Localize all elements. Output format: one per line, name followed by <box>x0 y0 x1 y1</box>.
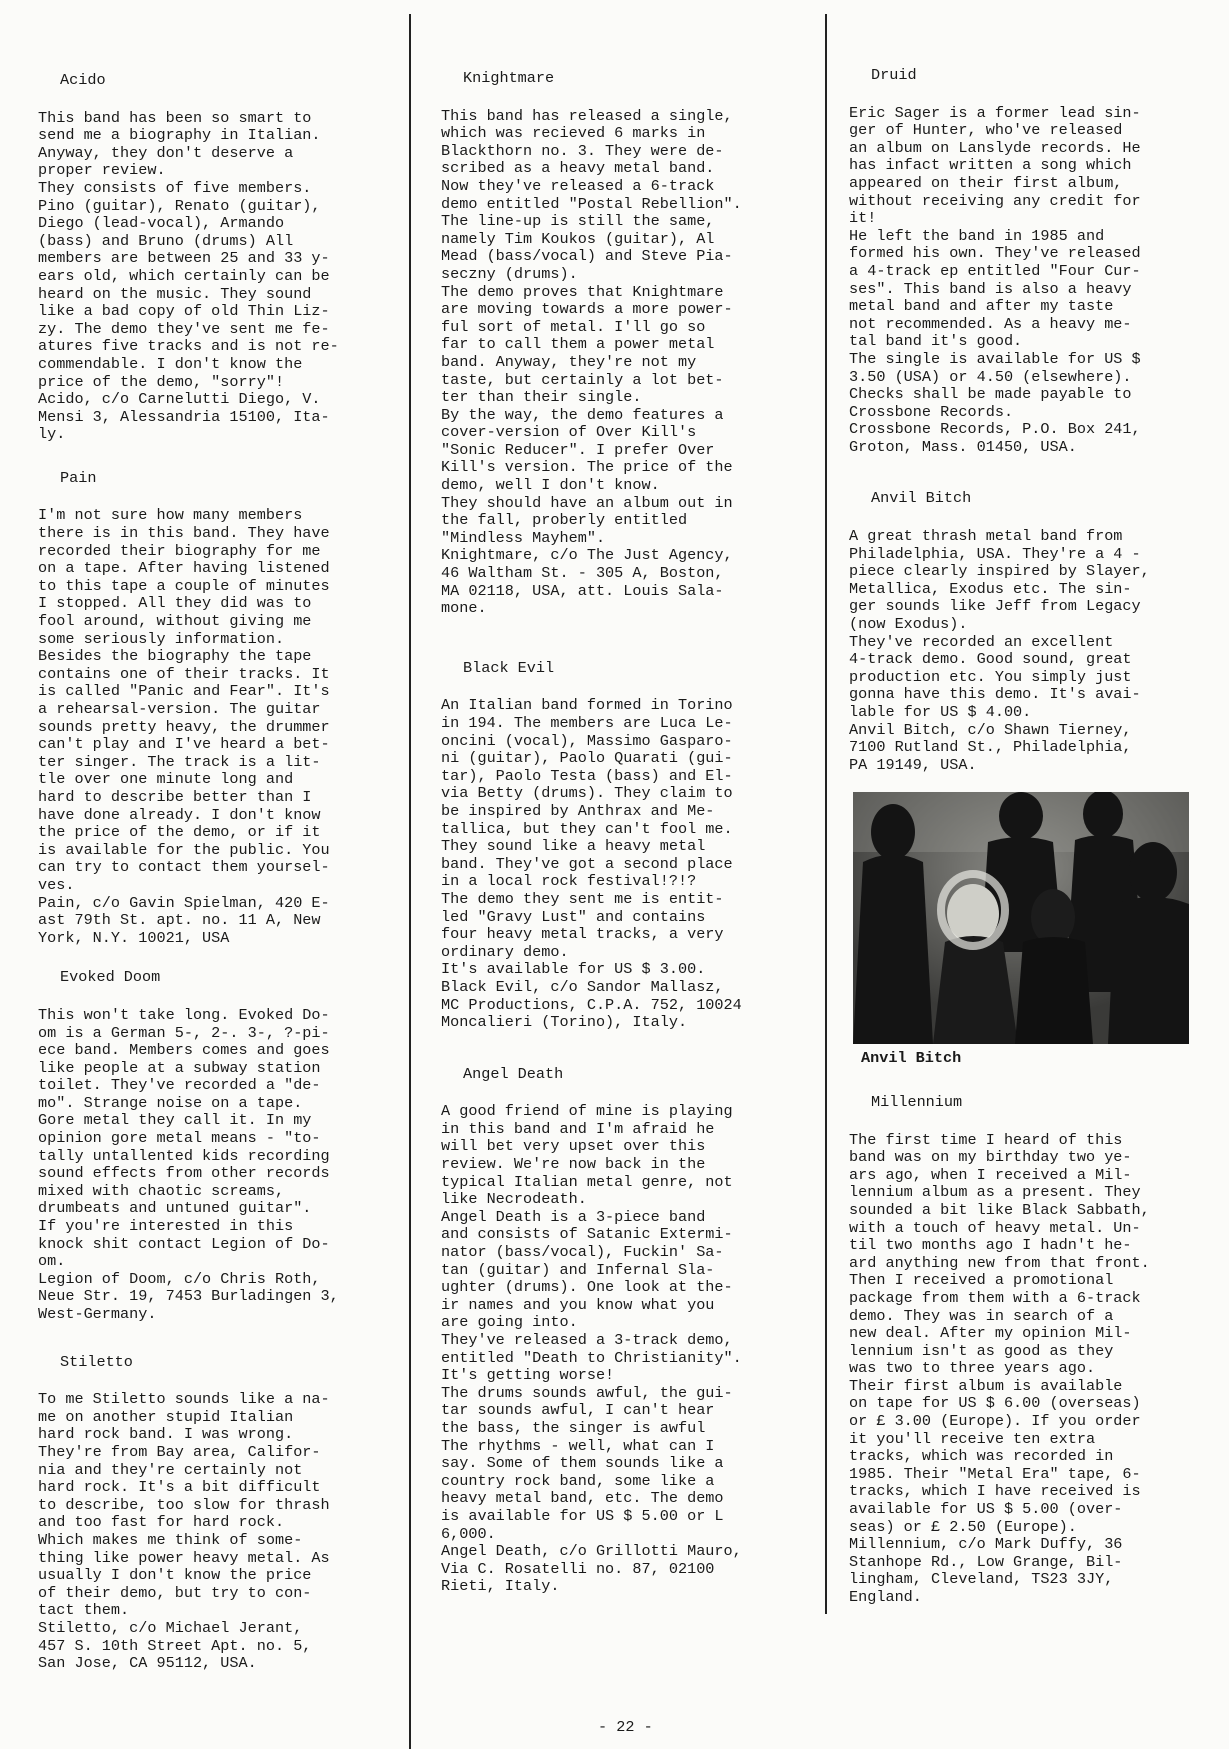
review-text: An Italian band formed in Torino in 194. The members are Luca Le- oncini (vocal), Massimo Gasparo- ni (guitar), Paolo Quarati (gui- tar), Paolo Testa (bass) and El- via Betty (drums). They claim to be inspired by Anthrax and Me- tallica, but they can't fool me. They sound like a heavy metal band. They've got a second place in a local rock festival!?!? The demo they sent me is entit- led "Gravy Lust" and contains four heavy metal tracks, a very ordinary demo. It's available for US $ 3.00. Black Evil, c/o Sandor Mallasz, MC Productions, C.P.A. 752, 10024 Moncalieri (Torino), Italy. <box>441 696 742 1032</box>
review-druid <box>849 67 1205 456</box>
review-title: Druid <box>871 66 917 84</box>
review-anvil-bitch <box>849 490 1205 1068</box>
band-photo-silhouettes <box>853 792 1189 1044</box>
column-divider-left <box>409 14 411 1749</box>
review-title: Knightmare <box>463 69 555 87</box>
right-column <box>849 67 1205 1607</box>
review-millennium <box>849 1094 1205 1607</box>
photo-caption: Anvil Bitch <box>861 1049 962 1068</box>
review-title: Black Evil <box>463 658 555 677</box>
page-number: - 22 - <box>598 1718 653 1736</box>
review-text: This band has released a single, which was recieved 6 marks in Blackthorn no. 3. They were de- scribed as a heavy metal band. Now they've released a 6-track demo entitled "Postal Rebellion". The line-up is still the same, namely Tim Koukos (guitar), Al Mead (bass/vocal) and Steve Pia- seczny (drums). The demo proves that Knightmare are moving towards a more power- ful sort of metal. I'll go so far to call them a power metal band. Anyway, they're not my taste, but certainly a lot bet- ter than their single. By the way, the demo features a cover-version of Over Kill's "Sonic Reducer". I prefer Over Kill's version. The price of the demo, well I don't know. They should have an album out in the fall, proberly entitled "Mindless Mayhem". Knightmare, c/o The Just Agency, 46 Waltham St. - 305 A, Boston, MA 02118, USA, att. Louis Sala- mone. <box>441 106 742 618</box>
review-title: Acido <box>60 71 106 89</box>
review-text: I'm not sure how many members there is in this band. They have recorded their biography for me on a tape. After having listened to this tape a couple of minutes I stopped. All they did was to fool around, without giving me some seriously information. Besides the biography the tape contains one of their tracks. It is called "Panic and Fear". It's a rehearsal-version. The guitar sounds pretty heavy, the drummer can't play and I've heard a bet- ter singer. The track is a lit- tle over one minute long and hard to describe better than I have done already. I don't know the price of the demo, or if it is available for the public. You can try to contact them yoursel- ves. Pain, c/o Gavin Spielman, 420 E- ast 79th St. apt. no. 11 A, New York, N.Y. 10021, USA <box>38 506 330 947</box>
review-pain <box>38 470 398 947</box>
review-text: This band has been so smart to send me a biography in Italian. Anyway, they don't deserve a proper review. They consists of five members. Pino (guitar), Renato (guitar), Diego (lead-vocal), Armando (bass) and Bruno (drums) All members are between 25 and 33 y- ears old, which certainly can be heard on the music. They sound like a bad copy of old Thin Liz- zy. The demo they've sent me fe- atures five tracks and is not re- commendable. I don't know the price of the demo, "sorry"! Acido, c/o Carnelutti Diego, V. Mensi 3, Alessandria 15100, Ita- ly. <box>38 108 339 444</box>
review-text: Eric Sager is a former lead sin- ger of Hunter, who've released an album on Lanslyde records. He has infact written a song which appeared on their first album, without receiving any credit for it! He left the band in 1985 and formed his own. They've released a 4-track ep entitled "Four Cur- ses". This band is also a heavy metal band and after my taste not recommended. As a heavy me- tal band it's good. The single is available for US $ 3.50 (USA) or 4.50 (elsewhere). Checks shall be made payable to Crossbone Records. Crossbone Records, P.O. Box 241, Groton, Mass. 01450, USA. <box>849 103 1141 456</box>
review-title: Anvil Bitch <box>871 489 972 508</box>
review-text: This won't take long. Evoked Do- om is a German 5-, 2-. 3-, ?-pi- ece band. Members comes and goes like people at a subway station toilet. They've recorded a "de- mo". Strange noise on a tape. Gore metal they call it. In my opinion gore metal means - "to- tally untallented kids recording sound effects from other records mixed with chaotic screams, drumbeats and untuned guitar". If you're interested in this knock shit contact Legion of Do- om. Legion of Doom, c/o Chris Roth, Neue Str. 19, 7453 Burladingen 3, West-Germany. <box>38 1005 339 1323</box>
review-stiletto <box>38 1354 398 1673</box>
review-angel-death <box>441 1066 813 1596</box>
review-title: Angel Death <box>463 1064 564 1083</box>
middle-column <box>441 70 813 1596</box>
review-title: Millennium <box>871 1092 963 1111</box>
review-knightmare <box>441 70 813 618</box>
review-black-evil <box>441 660 813 1032</box>
review-text: To me Stiletto sounds like a na- me on another stupid Italian hard rock band. I was wrong. They're from Bay area, Califor- nia and they're certainly not hard rock. It's a bit difficult to describe, too slow for thrash and too fast for hard rock. Which makes me think of some- thing like power heavy metal. As usually I don't know the price of their demo, but try to con- tact them. Stiletto, c/o Michael Jerant, 457 S. 10th Street Apt. no. 5, San Jose, CA 95112, USA. <box>38 1390 330 1673</box>
review-text: The first time I heard of this band was on my birthday two ye- ars ago, when I received a Mil- lennium album as a present. They sounded a bit like Black Sabbath, with a touch of heavy metal. Un- til two months ago I hadn't he- ard anything new from that front. Then I received a promotional package from them with a 6-track demo. They was in search of a new deal. After my opinion Mil- lennium isn't as good as they was two to three years ago. Their first album is available on tape for US $ 6.00 (overseas) or £ 3.00 (Europe). If you order it you'll receive ten extra tracks, which was recorded in 1985. Their "Metal Era" tape, 6- tracks, which I have received is available for US $ 5.00 (over- seas) or £ 2.50 (Europe). Millennium, c/o Mark Duffy, 36 Stanhope Rd., Low Grange, Bil- lingham, Cleveland, TS23 3JY, England. <box>849 1130 1150 1606</box>
review-text: A great thrash metal band from Philadelphia, USA. They're a 4 - piece clearly inspired by Slayer, Metallica, Exodus etc. The sin- ger sounds like Jeff from Legacy (now Exodus). They've recorded an excellent 4-track demo. Good sound, great production etc. You simply just gonna have this demo. It's avai- lable for US $ 4.00. Anvil Bitch, c/o Shawn Tierney, 7100 Rutland St., Philadelphia, PA 19149, USA. <box>849 527 1150 774</box>
review-acido <box>38 72 398 444</box>
review-title: Pain <box>60 468 97 487</box>
review-title: Evoked Doom <box>60 968 161 987</box>
review-text: A good friend of mine is playing in this band and I'm afraid he will bet very upset over this review. We're now back in the typical Italian metal genre, not like Necrodeath. Angel Death is a 3-piece band and consists of Satanic Extermi- nator (bass/vocal), Fuckin' Sa- tan (guitar) and Infernal Sla- ughter (drums). One look at the- ir names and you know what you are going into. They've released a 3-track demo, entitled "Death to Christianity". It's getting worse! The drums sounds awful, the gui- tar sounds awful, I can't hear the bass, the singer is awful The rhythms - well, what can I say. Some of them sounds like a country rock band, some like a heavy metal band, etc. The demo is available for US $ 5.00 or L 6,000. Angel Death, c/o Grillotti Mauro, Via C. Rosatelli no. 87, 02100 Rieti, Italy. <box>441 1102 742 1596</box>
left-column <box>38 72 398 1673</box>
column-divider-right <box>825 14 827 1614</box>
band-photo <box>853 792 1189 1044</box>
review-evoked-doom <box>38 969 398 1323</box>
review-title: Stiletto <box>60 1352 133 1371</box>
